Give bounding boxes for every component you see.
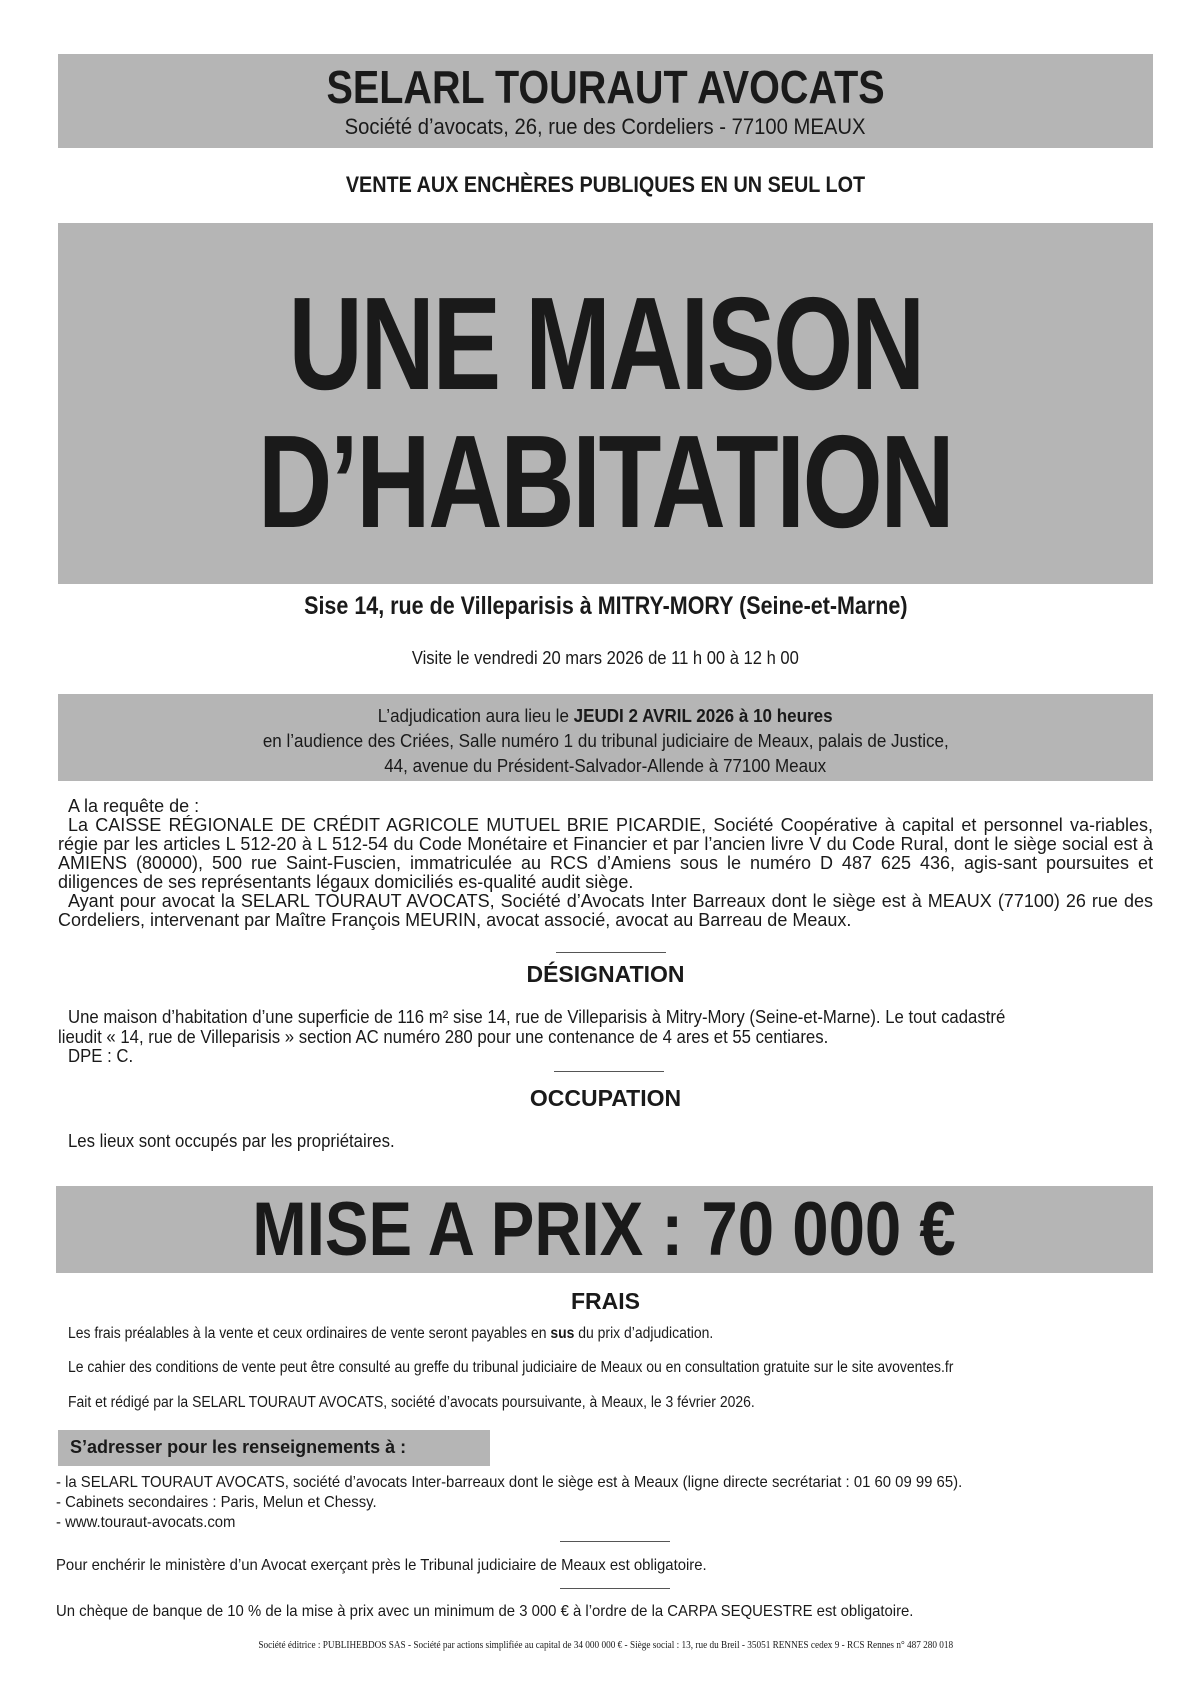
contact-box xyxy=(58,1430,490,1466)
request-intro: A la requête de : xyxy=(68,796,200,816)
adjudication-line-3 xyxy=(58,753,1153,778)
adjudication-box xyxy=(58,694,1153,781)
frais-p1-after: du prix d’adjudication. xyxy=(574,1325,714,1342)
contact-website xyxy=(56,1514,249,1532)
frais-heading: FRAIS xyxy=(571,1288,640,1314)
adjudication-line-2 xyxy=(58,728,1153,753)
property-address xyxy=(58,592,1153,621)
frais-p1-before: Les frais préalables à la vente et ceux ordinaires de vente seront payables en xyxy=(68,1325,551,1342)
adjudication-line-2-text: en l’audience des Criées, Salle numéro 1 du tribunal judiciaire de Meaux, palais de Justice, xyxy=(262,730,949,751)
header-box xyxy=(58,54,1153,148)
visit-info-text: Visite le vendredi 20 mars 2026 de 11 h 00 à 12 h 00 xyxy=(411,648,799,668)
title-line-2 xyxy=(58,408,1153,555)
firm-address-text: Société d’avocats, 26, rue des Cordeliers - 77100 MEAUX xyxy=(345,114,866,139)
cheque-notice-text: Un chèque de banque de 10 % de la mise à prix avec un minimum de 3 000 € à l’ordre de la CARPA SEQUESTRE est obligatoire. xyxy=(56,1603,914,1620)
lawyer-paragraph: Ayant pour avocat la SELARL TOURAUT AVOCATS, Société d’Avocats Inter Barreaux dont le siège est à MEAUX (77100) 26 rue des Cordeliers, intervenant par Maître François MEURIN, avocat associé, avocat au Barreau de Meaux. xyxy=(58,891,1153,930)
request-section xyxy=(58,797,1153,930)
lawyer-required-notice xyxy=(56,1557,756,1575)
title-line-1 xyxy=(58,270,1153,417)
sale-type-text: VENTE AUX ENCHÈRES PUBLIQUES EN UN SEUL LOT xyxy=(345,172,866,197)
starting-price-text: MISE A PRIX : 70 000 € xyxy=(252,1187,957,1272)
title-box xyxy=(58,223,1153,584)
creditor-paragraph: La CAISSE RÉGIONALE DE CRÉDIT AGRICOLE MUTUEL BRIE PICARDIE, Société Coopérative à capital et personnel va-riables, régie par les articles L 512-20 à L 512-54 du Code Monétaire et Financier et par l’ancien livre V du Code Rural, dont le siège social est à AMIENS (80000), 500 rue Saint-Fuscien, immatriculée au RCS d’Amiens sous le numéro D 487 625 436, agis-sant poursuites et diligences de ses représentants légaux domiciliés es-qualité audit siège. xyxy=(58,815,1153,892)
title-line-1-text: UNE MAISON xyxy=(288,270,923,417)
property-address-text: Sise 14, rue de Villeparisis à MITRY-MORY (Seine-et-Marne) xyxy=(303,592,908,620)
visit-info xyxy=(58,648,1153,669)
frais-p2-text: Le cahier des conditions de vente peut être consulté au greffe du tribunal judiciaire de Meaux ou en consultation gratuite sur le site avoventes.fr xyxy=(68,1359,954,1376)
price-box xyxy=(56,1186,1153,1273)
designation-heading: DÉSIGNATION xyxy=(526,961,685,987)
divider xyxy=(554,1071,664,1072)
firm-name xyxy=(58,60,1153,114)
lawyer-required-text: Pour enchérir le ministère d’un Avocat exerçant près le Tribunal judiciaire de Meaux est obligatoire. xyxy=(56,1557,707,1574)
sale-type-heading xyxy=(58,172,1153,198)
divider xyxy=(560,1588,670,1589)
frais-paragraph-3 xyxy=(68,1394,831,1412)
adjudication-prefix: L’adjudication aura lieu le xyxy=(378,705,574,726)
publisher-footer-text: Société éditrice : PUBLIHEBDOS SAS - Société par actions simplifiée au capital de 34 000 000 € - Siège social : 13, rue du Breil - 35051 RENNES cedex 9 - RCS Rennes n° 487 280 018 xyxy=(258,1640,953,1651)
starting-price xyxy=(56,1188,1153,1272)
frais-paragraph-2 xyxy=(68,1359,1052,1377)
contact-line xyxy=(56,1474,1030,1492)
occupation-text-content: Les lieux sont occupés par les propriétaires. xyxy=(68,1131,395,1151)
frais-paragraph-1 xyxy=(68,1325,785,1343)
contact-line xyxy=(56,1494,401,1512)
title-line-2-text: D’HABITATION xyxy=(258,408,953,555)
publisher-footer xyxy=(58,1640,1153,1651)
contact-line-2-text: - Cabinets secondaires : Paris, Melun et Chessy. xyxy=(56,1494,377,1511)
frais-p1-bold: sus xyxy=(550,1325,575,1342)
firm-name-text: SELARL TOURAUT AVOCATS xyxy=(326,61,885,113)
adjudication-line-3-text: 44, avenue du Président-Salvador-Allende à 77100 Meaux xyxy=(384,755,827,776)
adjudication-line-1 xyxy=(58,703,1153,728)
contact-line-1-text: - la SELARL TOURAUT AVOCATS, société d’avocats Inter-barreaux dont le siège est à Meaux (ligne directe secrétariat : 01 60 09 99 65). xyxy=(56,1474,963,1491)
occupation-heading: OCCUPATION xyxy=(529,1085,682,1111)
designation-line-1: Une maison d’habitation d’une superficie de 116 m² sise 14, rue de Villeparisis à Mitry-Mory (Seine-et-Marne). Le tout cadastré xyxy=(68,1007,1006,1027)
designation-dpe: DPE : C. xyxy=(68,1046,134,1066)
designation-text xyxy=(58,1008,1153,1067)
designation-line-2: lieudit « 14, rue de Villeparisis » section AC numéro 280 pour une contenance de 4 ares et 55 centiares. xyxy=(58,1026,829,1047)
contact-line-3-text: - www.touraut-avocats.com xyxy=(56,1514,236,1531)
adjudication-date: JEUDI 2 AVRIL 2026 à 10 heures xyxy=(573,705,833,726)
cheque-notice xyxy=(56,1603,978,1621)
frais-p3-text: Fait et rédigé par la SELARL TOURAUT AVOCATS, société d’avocats poursuivante, à Meaux, le 3 février 2026. xyxy=(68,1394,755,1411)
occupation-text xyxy=(68,1131,419,1152)
divider xyxy=(560,1541,670,1542)
contact-heading: S’adresser pour les renseignements à : xyxy=(70,1437,407,1457)
firm-address xyxy=(58,114,1153,140)
divider xyxy=(556,952,666,953)
